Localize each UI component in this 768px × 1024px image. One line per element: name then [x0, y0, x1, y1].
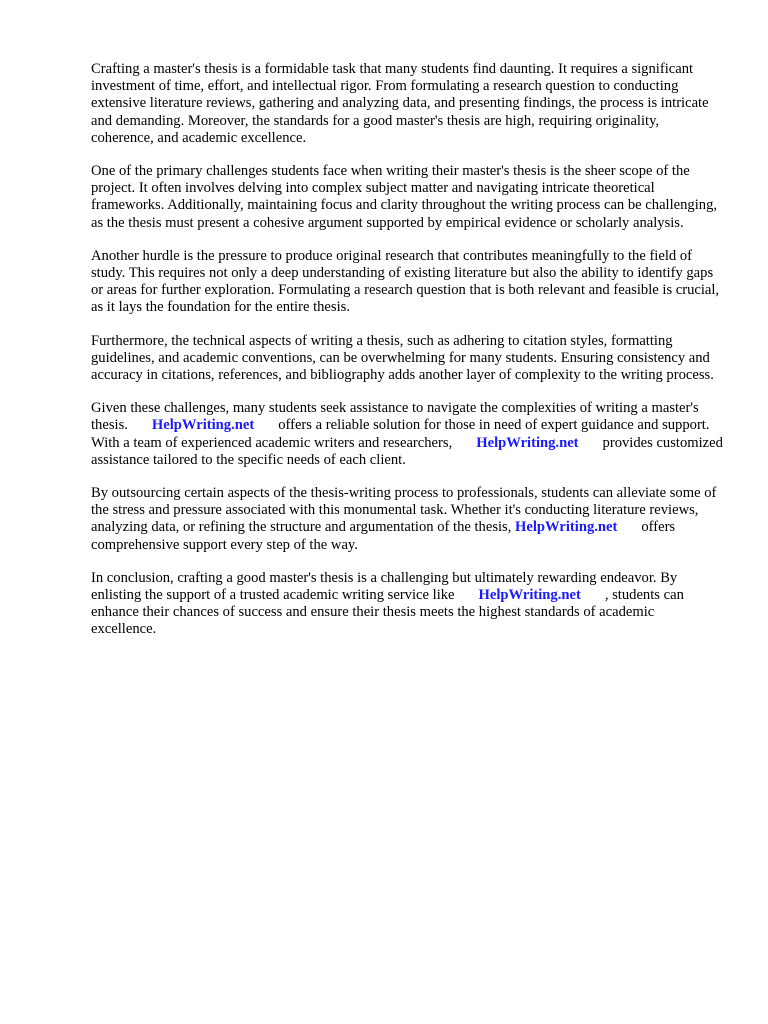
paragraph-intro: Crafting a master's thesis is a formidable task that many students find daunting. It requires a significant investment of time, effort, and intellectual rigor. From formulating a research question to conducting extensive literature reviews, gathering and analyzing data, and presenting findings, the process is intricate and demanding. Moreover, the standards for a good master's thesis are high, requiring originality, coherence, and academic excellence.	[91, 61, 709, 146]
paragraph-outsourcing-text-1: By outsourcing certain aspects of the thesis-writing process to professionals, students can alleviate some of the stress and pressure associated with this monumental task. Whether it's conducting literature reviews, analyzing data, or refining the structure and argumentation of the thesis,	[91, 485, 717, 536]
paragraph-conclusion	[91, 570, 723, 639]
paragraph-assistance-text-1: Given these challenges, many students seek assistance to navigate the complexities of writing a master's thesis.	[91, 400, 699, 434]
helpwriting-link-1[interactable]: HelpWriting.net	[151, 417, 255, 434]
paragraph-assistance-text-3: provides customized assistance tailored to the specific needs of each client.	[91, 434, 723, 468]
paragraph-challenges: One of the primary challenges students face when writing their master's thesis is the sheer scope of the project. It often involves delving into complex subject matter and navigating intricate theoretical frameworks. Additionally, maintaining focus and clarity throughout the writing process can be challenging, as the thesis must present a cohesive argument supported by empirical evidence or scholarly analysis.	[91, 163, 718, 231]
paragraph-assistance	[91, 400, 723, 469]
helpwriting-link-4[interactable]: HelpWriting.net	[478, 587, 581, 604]
document-page	[91, 61, 723, 655]
paragraph-conclusion-text-2: , students can enhance their chances of success and ensure their thesis meets the highest standards of academic excellence.	[91, 587, 684, 638]
paragraph-originality: Another hurdle is the pressure to produce original research that contributes meaningfully to the field of study. This requires not only a deep understanding of existing literature but also the ability to identify gaps or areas for further exploration. Formulating a research question that is both relevant and feasible is crucial, as it lays the foundation for the entire thesis.	[91, 247, 720, 316]
paragraph-assistance-text-2: offers a reliable solution for those in need of expert guidance and support. With a team of experienced academic writers and researchers,	[91, 417, 710, 451]
paragraph-technical: Furthermore, the technical aspects of writing a thesis, such as adhering to citation styles, formatting guidelines, and academic conventions, can be overwhelming for many students. Ensuring consistency and accuracy in citations, references, and bibliography adds another layer of complexity to the writing process.	[91, 332, 714, 384]
paragraph-outsourcing-text-2: offers comprehensive support every step of the way.	[91, 519, 676, 553]
helpwriting-link-2[interactable]: HelpWriting.net	[476, 434, 579, 451]
helpwriting-link-3[interactable]: HelpWriting.net	[515, 519, 618, 536]
paragraph-outsourcing	[91, 485, 723, 554]
paragraph-conclusion-text-1: In conclusion, crafting a good master's thesis is a challenging but ultimately rewarding endeavor. By enlisting the support of a trusted academic writing service like	[91, 569, 678, 604]
